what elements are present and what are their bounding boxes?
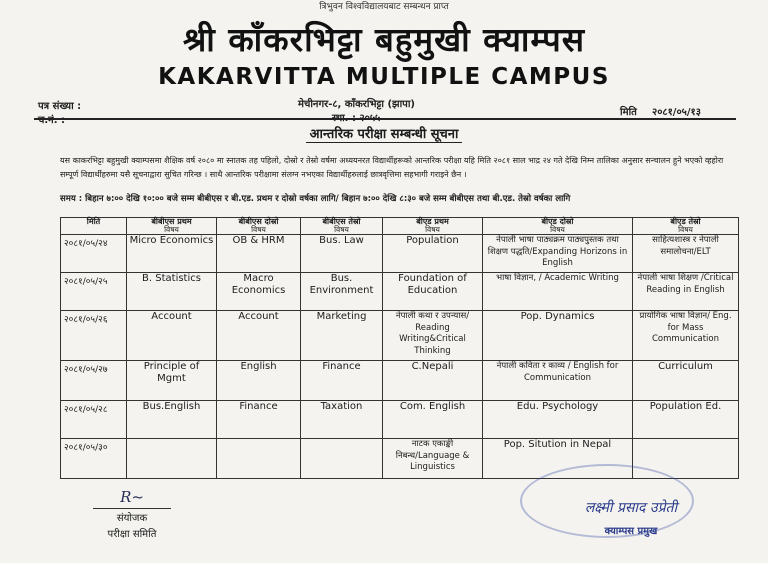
header-bed-second: बीएड दोस्रो विषय: [483, 218, 633, 235]
signature-line: [93, 508, 171, 509]
table-row: [61, 361, 739, 401]
table-row: [61, 273, 739, 311]
cell-bbs-second: Account: [217, 311, 301, 361]
cell-bed-second: Edu. Psychology: [483, 401, 633, 439]
exam-committee-label: परीक्षा समिति: [107, 529, 157, 540]
coordinator-signature: R~: [120, 488, 144, 506]
date-label: मिति: [620, 107, 637, 118]
table-row: [61, 235, 739, 273]
cell-bbs-third: [301, 439, 383, 479]
row-date: २०८१/०५/२७: [61, 361, 127, 401]
campus-chief-title: क्याम्पस प्रमुख: [604, 526, 658, 537]
cell-bed-first: Com. English: [383, 401, 483, 439]
dispatch-number-label: च.नं. :: [38, 115, 65, 126]
cell-bbs-first: B. Statistics: [127, 273, 217, 311]
row-date: २०८१/०५/२५: [61, 273, 127, 311]
campus-address: मेचीनगर-८, काँकरभिट्टा (झापा): [298, 99, 416, 110]
coordinator-signature-block: [92, 488, 172, 543]
cell-bed-third: Curriculum: [633, 361, 739, 401]
row-date: २०८१/०५/२८: [61, 401, 127, 439]
date-value: २०८१/०५/१३: [652, 107, 701, 118]
cell-bed-second: भाषा विज्ञान, / Academic Writing: [483, 273, 633, 311]
cell-bed-third: प्रायोगिक भाषा विज्ञान/ Eng. for Mass Communication: [633, 311, 739, 361]
cell-bbs-third: Finance: [301, 361, 383, 401]
cell-bed-second: Pop. Sitution in Nepal: [483, 439, 633, 479]
cell-bed-second: Pop. Dynamics: [483, 311, 633, 361]
row-date: २०८१/०५/२६: [61, 311, 127, 361]
cell-bbs-third: Marketing: [301, 311, 383, 361]
cell-bed-third: Population Ed.: [633, 401, 739, 439]
campus-chief-name: लक्ष्मी प्रसाद उप्रेती: [584, 500, 678, 516]
cell-bed-third: नेपाली भाषा शिक्षण /Critical Reading in English: [633, 273, 739, 311]
cell-bbs-second: Macro Economics: [217, 273, 301, 311]
exam-timing: समय : बिहान ७:०० देखि १०:०० बजे सम्म बीबीएस र बी.एड. प्रथम र दोस्रो वर्षका लागि/ बिहान ७:०० देखि ८:३० बजे सम्म बीबीएस तथा बी.एड. तेस्रो वर्षका लागि: [60, 194, 571, 204]
cell-bbs-third: Taxation: [301, 401, 383, 439]
cell-bed-second: नेपाली कविता र काव्य / English for Communication: [483, 361, 633, 401]
cell-bbs-first: Bus.English: [127, 401, 217, 439]
header-bed-third: बीएड तेस्रो विषय: [633, 218, 739, 235]
table-row: [61, 311, 739, 361]
affiliation-strip: त्रिभुवन विश्वविद्यालयबाट सम्बन्धन प्राप्त: [319, 2, 449, 12]
cell-bed-third: साहित्यशास्त्र र नेपाली समालोचना/ELT: [633, 235, 739, 273]
header-bbs-first: बीबीएस प्रथम विषय: [127, 218, 217, 235]
cell-bbs-second: Finance: [217, 401, 301, 439]
cell-bbs-third: Bus. Environment: [301, 273, 383, 311]
notice-paragraph: यस काकरभिट्टा बहुमुखी क्याम्पसमा शैक्षिक वर्ष २०८० मा स्नातक तह पहिलो, दोस्रो र तेस्रो वर्षमा अध्ययनरत विद्यार्थीहरूको आन्तरिक परीक्षा यहि मिति २०८१ साल भाद्र २४ गते देखि निम्न तालिका अनुसार सन्चालन हुने भएको व्हहोरा सम्पूर्ण विद्यार्थीहरुमा यसै सूचनाद्वारा सुचित गरिन्छ । साथै आन्तरिक परीक्षामा संलग्न नभएका विद्यार्थीहरुलाई छात्रवृत्तिमा सहभागी गराइने छैन ।: [60, 156, 724, 179]
exam-schedule-table: [60, 217, 739, 479]
notice-title: [0, 124, 768, 142]
cell-bed-second: नेपाली भाषा पाठ्यक्रम पाठ्यपुस्तक तथा शिक्षण पद्धति/Expanding Horizons in English: [483, 235, 633, 273]
coordinator-title: संयोजक: [116, 513, 148, 524]
campus-chief-signature-block: [556, 498, 706, 537]
header-date: मिति: [61, 218, 127, 235]
cell-bed-first: Population: [383, 235, 483, 273]
header-bed-first: बीएड प्रथम विषय: [383, 218, 483, 235]
cell-bbs-second: [217, 439, 301, 479]
cell-bbs-first: Principle of Mgmt: [127, 361, 217, 401]
letter-number-label: पत्र संख्या :: [38, 101, 82, 112]
cell-bed-first: नेपाली कथा र उपन्यास/ Reading Writing&Critical Thinking: [383, 311, 483, 361]
row-date: २०८१/०५/२४: [61, 235, 127, 273]
cell-bbs-first: Micro Economics: [127, 235, 217, 273]
cell-bed-first: C.Nepali: [383, 361, 483, 401]
cell-bed-first: नाटक एकाङ्की निबन्ध/Language & Linguistics: [383, 439, 483, 479]
header-bbs-second: बीबीएस दोस्रो विषय: [217, 218, 301, 235]
established-year: स्था. : २०५५: [332, 113, 381, 124]
row-date: २०८१/०५/३०: [61, 439, 127, 479]
cell-bbs-first: Account: [127, 311, 217, 361]
header-rule: [34, 118, 736, 120]
cell-bbs-first: [127, 439, 217, 479]
table-header-row: [61, 218, 739, 235]
campus-title-english: KAKARVITTA MULTIPLE CAMPUS: [158, 64, 610, 90]
header-bbs-third: बीबीएस तेस्रो विषय: [301, 218, 383, 235]
cell-bed-first: Foundation of Education: [383, 273, 483, 311]
notice-title-text: आन्तरिक परीक्षा सम्बन्धी सूचना: [306, 127, 463, 143]
cell-bbs-third: Bus. Law: [301, 235, 383, 273]
campus-title-nepali: श्री काँकरभिट्टा बहुमुखी क्याम्पस: [182, 20, 586, 59]
table-row: [61, 401, 739, 439]
cell-bbs-second: OB & HRM: [217, 235, 301, 273]
cell-bbs-second: English: [217, 361, 301, 401]
